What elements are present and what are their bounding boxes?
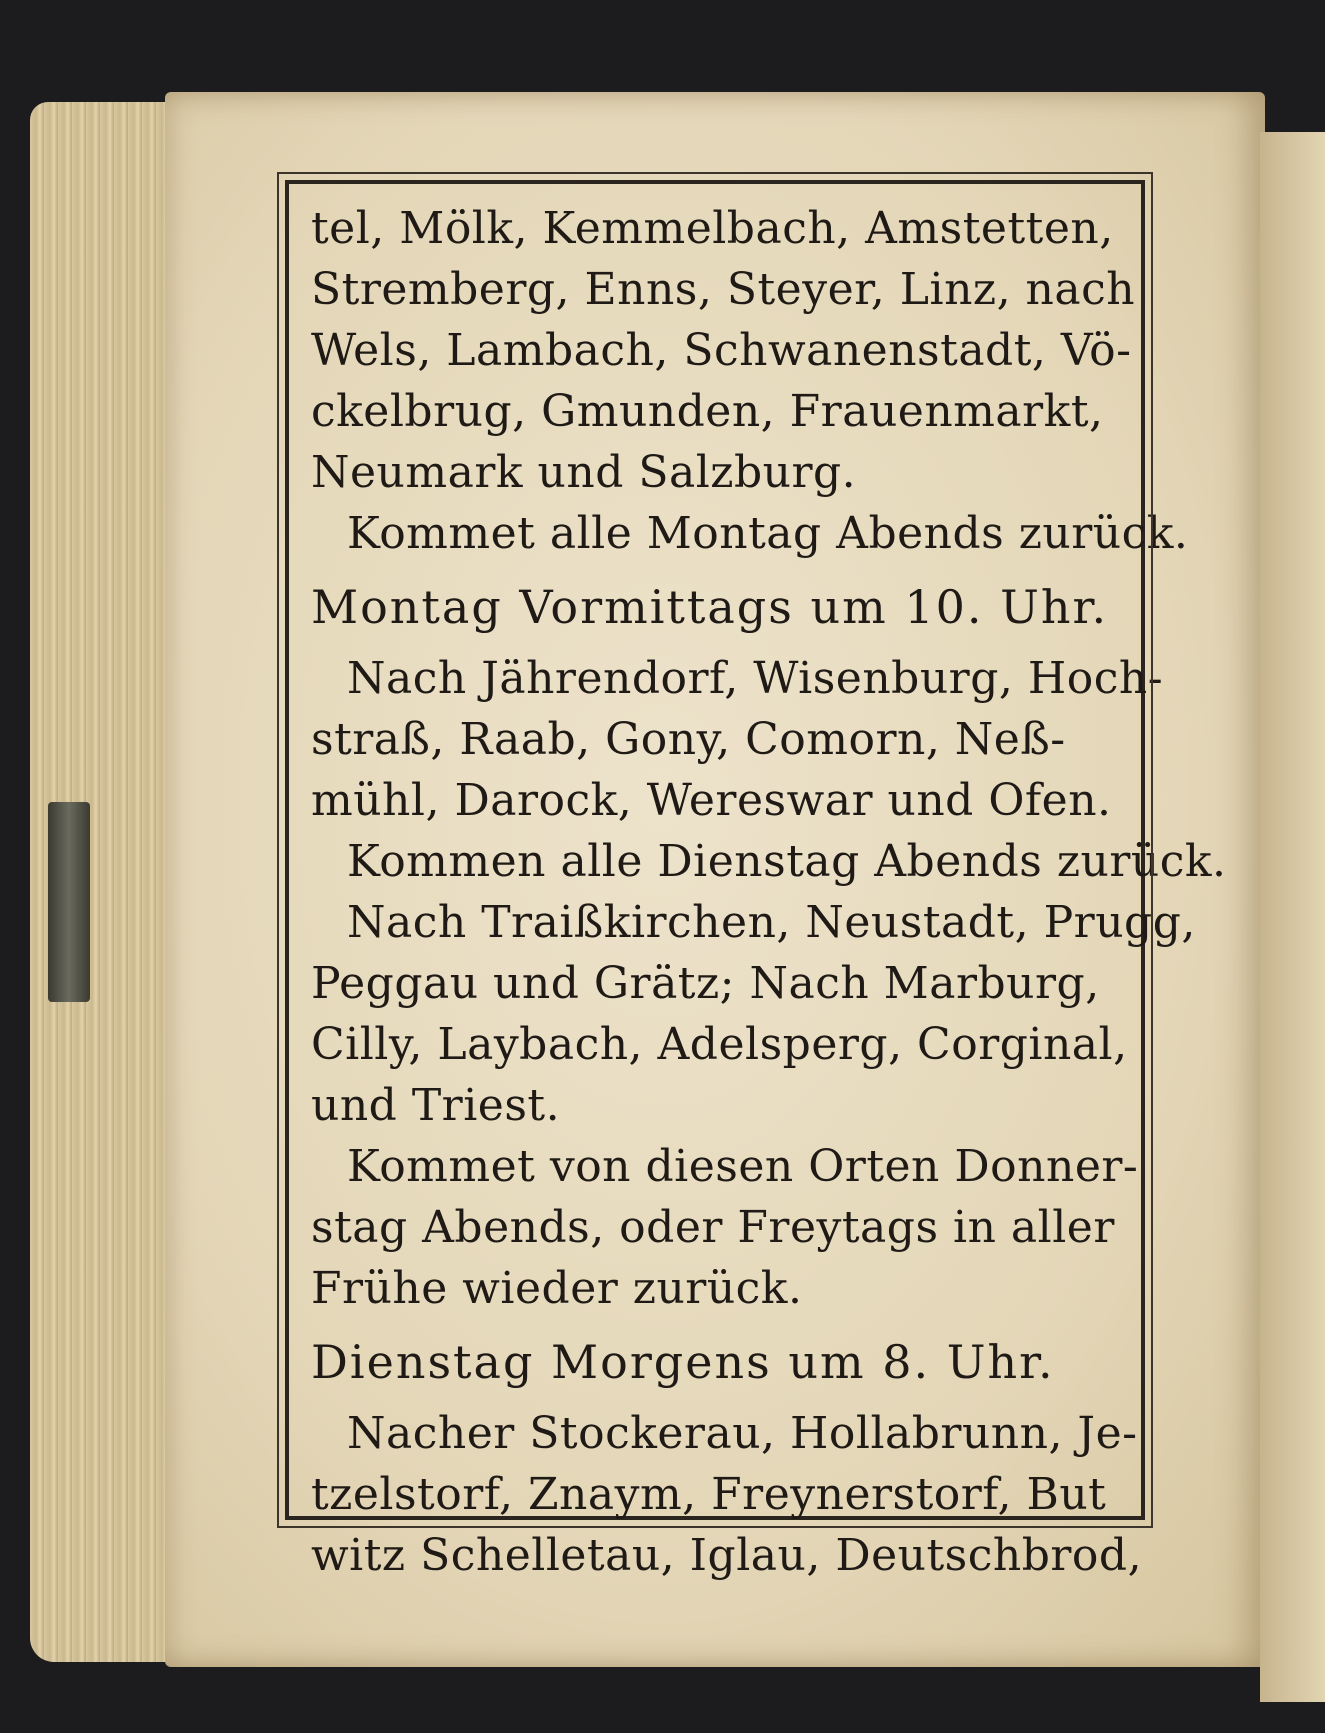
text-line: Peggau und Grätz; Nach Marburg,	[311, 958, 1100, 1009]
text-line: Kommet von diesen Orten Donner-	[347, 1141, 1139, 1192]
text-line: tzelstorf, Znaym, Freynerstorf, But	[311, 1469, 1107, 1520]
text-line: mühl, Darock, Wereswar und Ofen.	[311, 775, 1112, 826]
text-line: Cilly, Laybach, Adelsperg, Corginal,	[311, 1019, 1128, 1070]
text-line: Wels, Lambach, Schwanenstadt, Vö-	[311, 325, 1132, 376]
text-line: und Triest.	[311, 1080, 561, 1131]
text-line: Nach Jährendorf, Wisenburg, Hoch-	[347, 653, 1164, 704]
text-line: witz Schelletau, Iglau, Deutschbrod,	[311, 1530, 1143, 1581]
text-line: stag Abends, oder Freytags in aller	[311, 1202, 1115, 1253]
book-clasp	[48, 802, 90, 1002]
text-line: Kommen alle Dienstag Abends zurück.	[347, 836, 1227, 887]
text-line: Frühe wieder zurück.	[311, 1263, 803, 1314]
text-frame	[285, 180, 1227, 1581]
text-line: Kommet alle Montag Abends zurück.	[347, 508, 1189, 559]
section-heading: Montag Vormittags um 10. Uhr.	[311, 580, 1109, 634]
facing-page-edge	[1260, 132, 1325, 1702]
text-line: Nach Traißkirchen, Neustadt, Prugg,	[347, 897, 1196, 948]
text-line: Stremberg, Enns, Steyer, Linz, nach	[311, 264, 1136, 315]
text-line: tel, Mölk, Kemmelbach, Amstetten,	[311, 203, 1114, 254]
text-line: Neumark und Salzburg.	[311, 447, 857, 498]
section-heading: Dienstag Morgens um 8. Uhr.	[311, 1335, 1055, 1389]
text-line: straß, Raab, Gony, Comorn, Neß-	[311, 714, 1066, 765]
text-line: ckelbrug, Gmunden, Frauenmarkt,	[311, 386, 1104, 437]
text-line: Nacher Stockerau, Hollabrunn, Je-	[347, 1408, 1138, 1459]
